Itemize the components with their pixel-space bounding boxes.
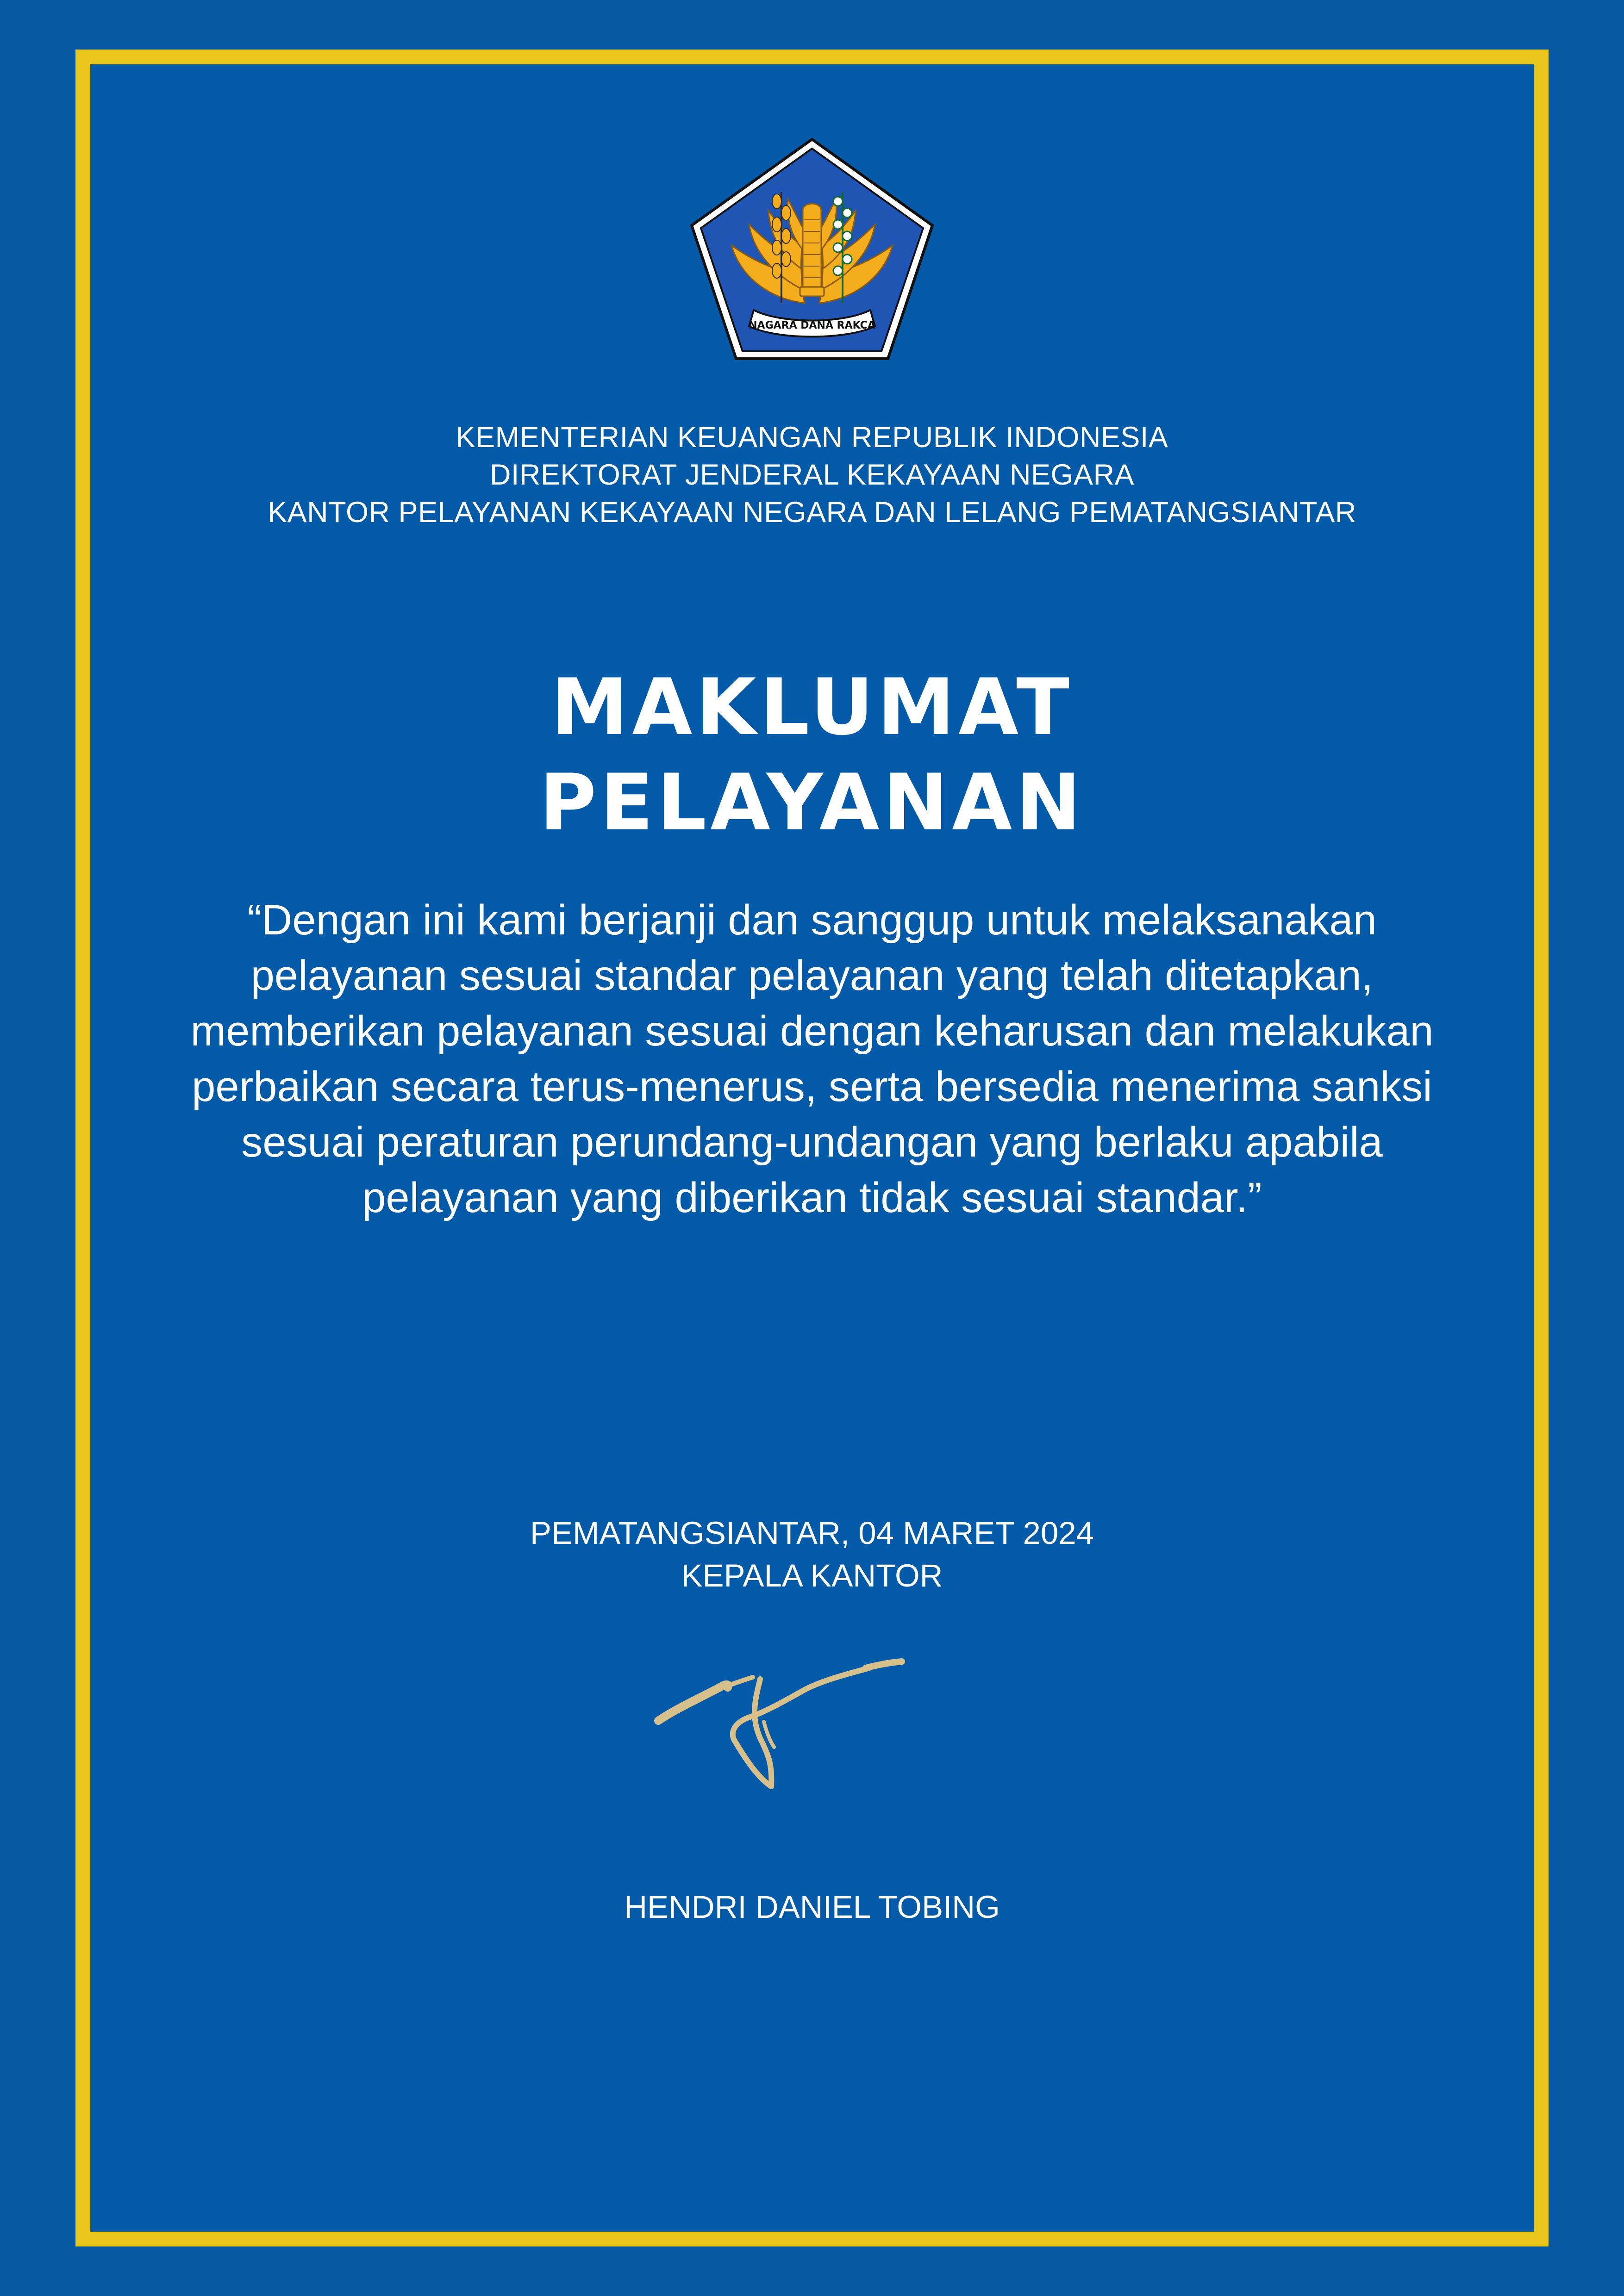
header-directorate: DIREKTORAT JENDERAL KEKAYAAN NEGARA <box>489 459 1135 491</box>
header-office: KANTOR PELAYANAN KEKAYAAN NEGARA DAN LELANG PEMATANGSIANTAR <box>268 496 1356 529</box>
header-ministry: KEMENTERIAN KEUANGAN REPUBLIK INDONESIA <box>456 421 1168 454</box>
handwritten-signature-icon <box>648 1648 907 1814</box>
title-line-2: PELAYANAN <box>539 757 1085 848</box>
service-statement <box>0 892 1624 1226</box>
statement-line: pelayanan sesuai standar pelayanan yang telah ditetapkan, <box>250 952 1374 999</box>
page-title <box>0 660 1624 850</box>
place-date: PEMATANGSIANTAR, 04 MARET 2024 <box>530 1515 1094 1551</box>
institution-header <box>0 419 1624 531</box>
kemenkeu-emblem-icon <box>689 137 935 361</box>
emblem-motto: NAGARA DANA RAKCA <box>749 320 875 331</box>
statement-line: memberikan pelayanan sesuai dengan keharusan dan melakukan <box>190 1008 1434 1055</box>
signer-position: KEPALA KANTOR <box>681 1558 943 1593</box>
statement-line: sesuai peraturan perundang-undangan yang berlaku apabila <box>241 1119 1383 1166</box>
title-line-1: MAKLUMAT <box>551 662 1073 753</box>
statement-line: perbaikan secara terus-menerus, serta bersedia menerima sanksi <box>192 1063 1432 1110</box>
statement-line: “Dengan ini kami berjanji dan sanggup untuk melaksanakan <box>247 896 1377 944</box>
statement-line: pelayanan yang diberikan tidak sesuai standar.” <box>362 1174 1262 1221</box>
signature-block <box>0 1512 1624 1597</box>
signer-name: HENDRI DANIEL TOBING <box>624 1889 1000 1925</box>
